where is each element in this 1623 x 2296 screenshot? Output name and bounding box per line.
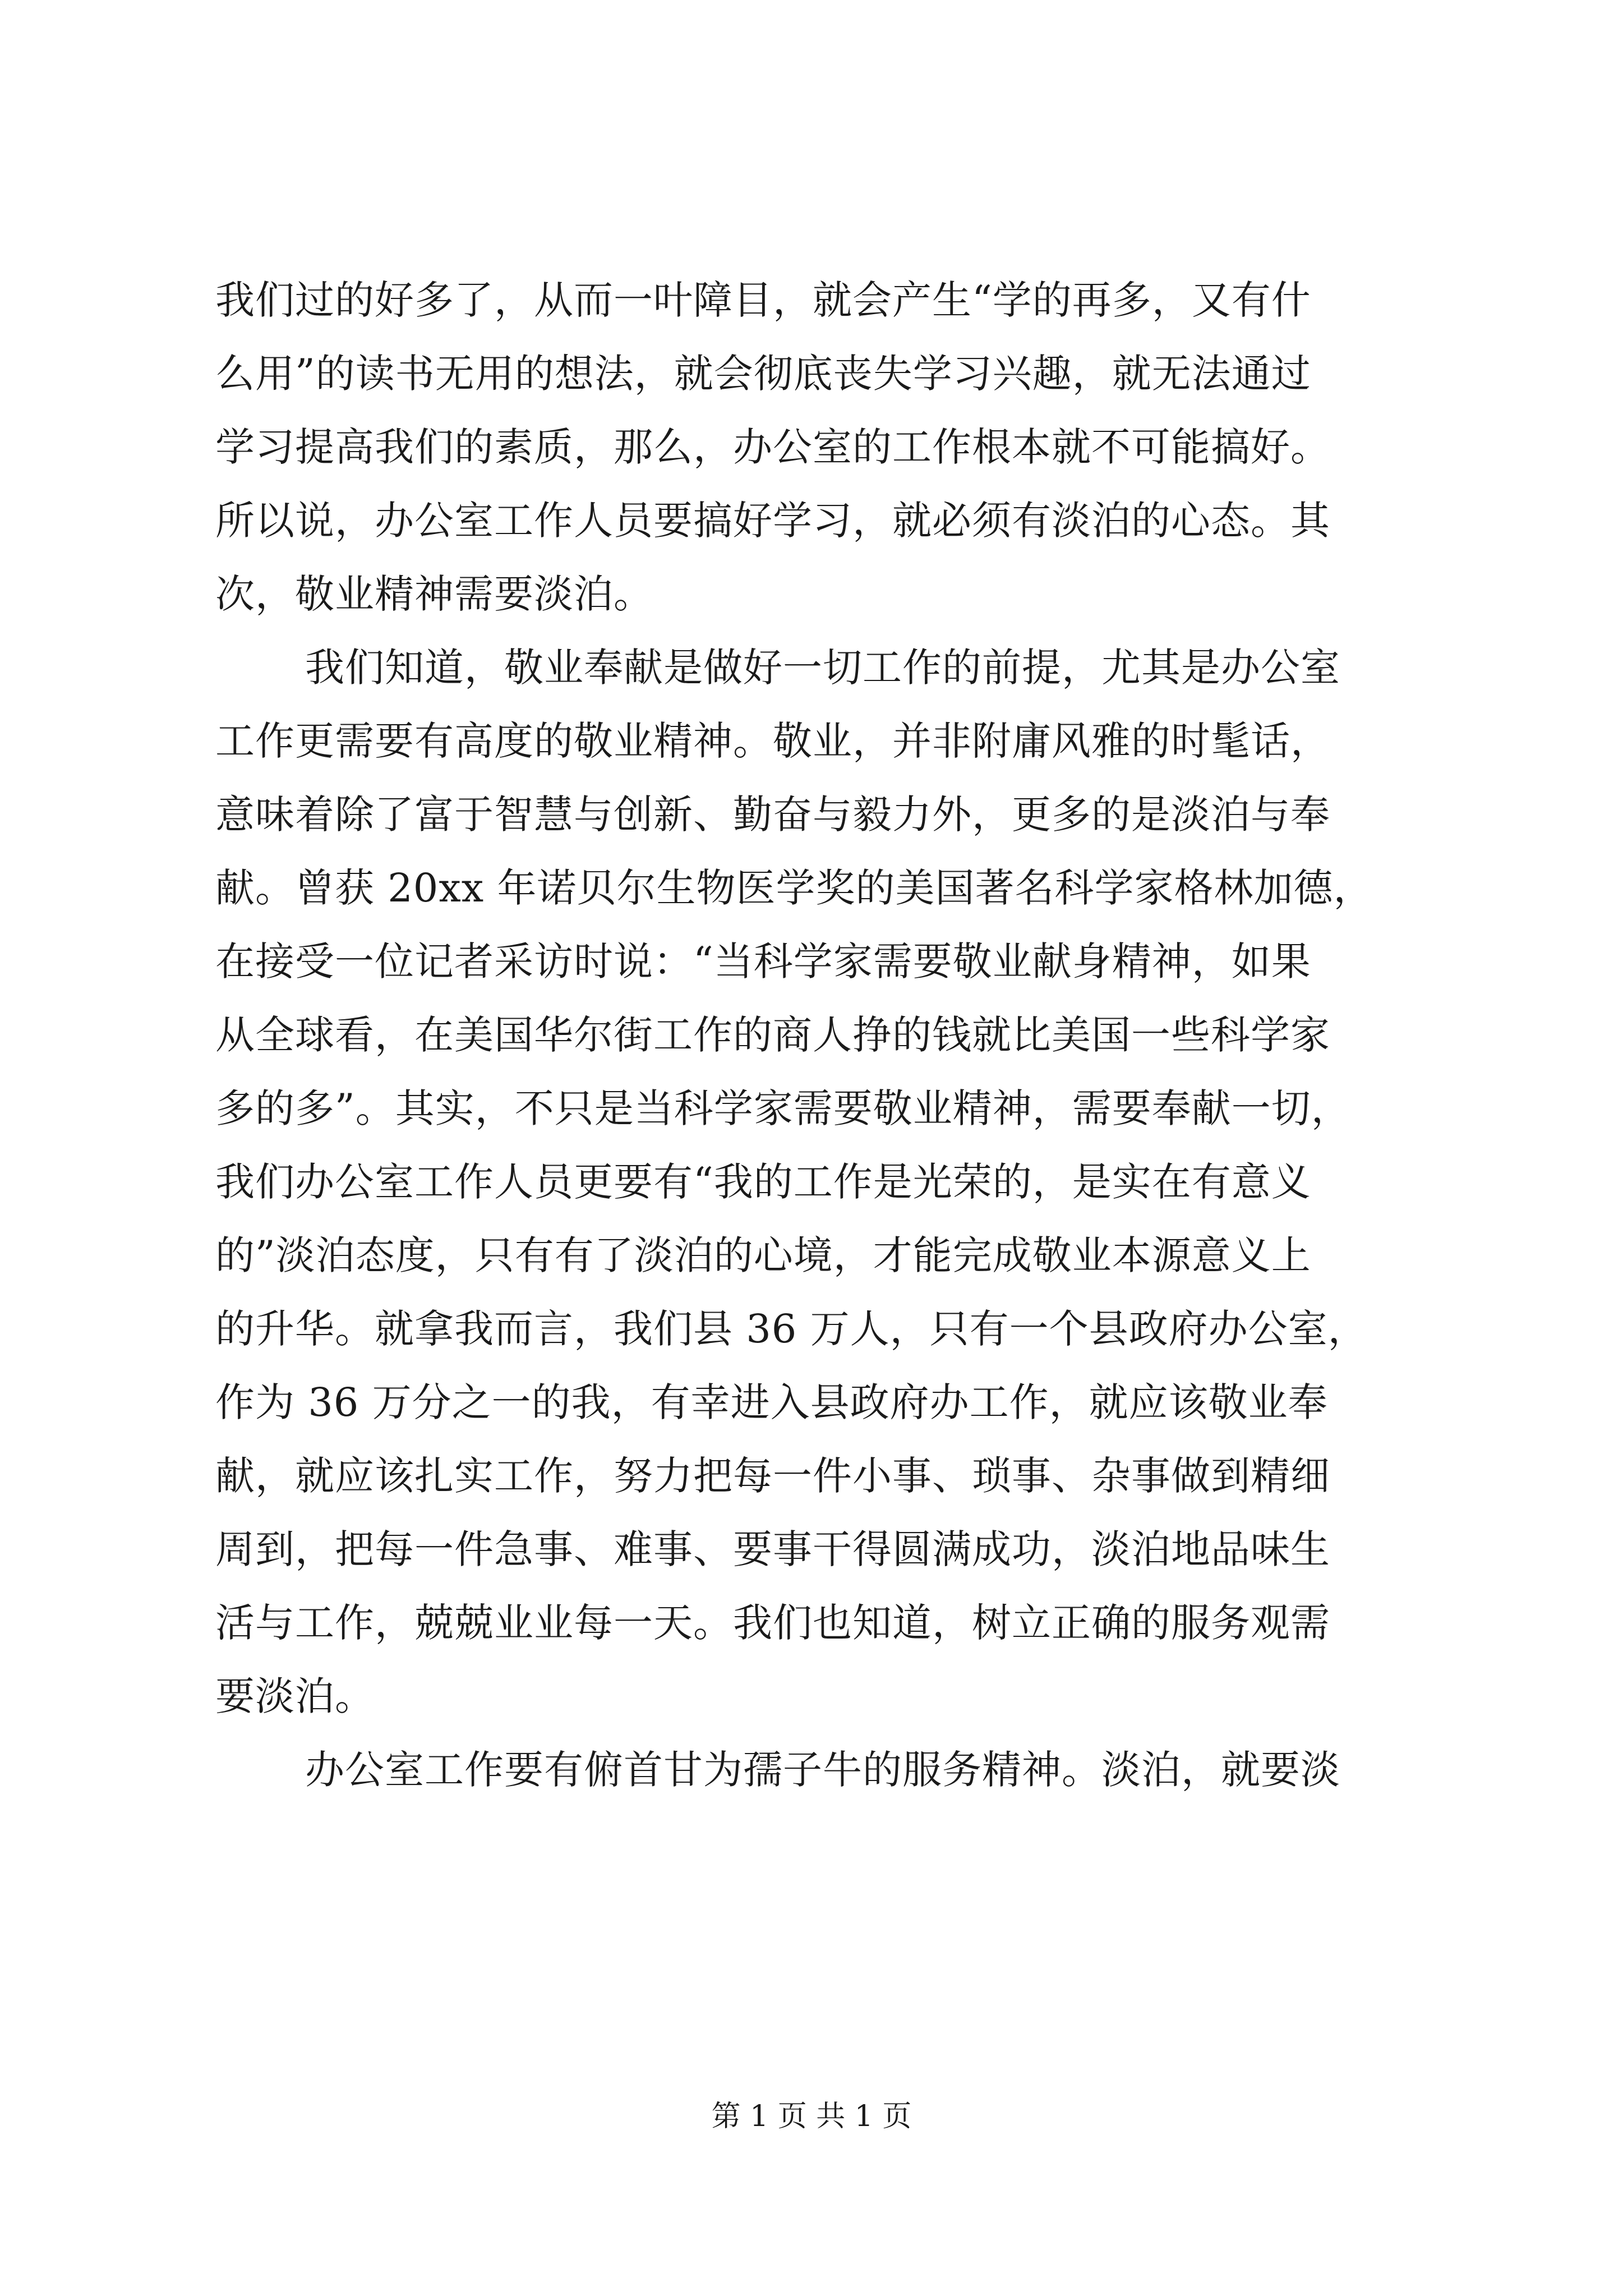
text-line: 我们办公室工作人员更要有“我的工作是光荣的，是实在有意义 (215, 1159, 1311, 1205)
text-line: 学习提高我们的素质，那么，办公室的工作根本就不可能搞好。 (215, 424, 1330, 470)
text-line: 献，就应该扎实工作，努力把每一件小事、琐事、杂事做到精细 (215, 1453, 1330, 1499)
text-line: 多的多”。其实，不只是当科学家需要敬业精神，需要奉献一切， (215, 1085, 1351, 1131)
text-line: 周到，把每一件急事、难事、要事干得圆满成功，淡泊地品味生 (215, 1526, 1330, 1572)
document-body (215, 264, 1410, 1807)
text-line: 的”淡泊态度，只有有了淡泊的心境，才能完成敬业本源意义上 (215, 1232, 1311, 1278)
text-line: 活与工作，兢兢业业每一天。我们也知道，树立正确的服务观需 (215, 1600, 1330, 1646)
text-line: 我们过的好多了，从而一叶障目，就会产生“学的再多，又有什 (215, 277, 1311, 323)
text-line: 要淡泊。 (215, 1673, 375, 1719)
text-line: 从全球看，在美国华尔街工作的商人挣的钱就比美国一些科学家 (215, 1012, 1330, 1058)
text-line: 在接受一位记者采访时说：“当科学家需要敬业献身精神，如果 (215, 938, 1311, 984)
text-line: 次，敬业精神需要淡泊。 (215, 571, 653, 617)
page-footer: 第 1 页 共 1 页 (711, 2100, 912, 2133)
text-line: 所以说，办公室工作人员要搞好学习，就必须有淡泊的心态。其 (215, 498, 1330, 544)
text-line: 么用”的读书无用的想法，就会彻底丧失学习兴趣，就无法通过 (215, 351, 1311, 397)
text-line: 的升华。就拿我而言，我们县 36 万人，只有一个县政府办公室， (215, 1306, 1368, 1352)
text-line: 工作更需要有高度的敬业精神。敬业，并非附庸风雅的时髦话， (215, 718, 1330, 764)
paragraph-first-line: 我们知道，敬业奉献是做好一切工作的前提，尤其是办公室 (305, 645, 1340, 691)
text-line: 意味着除了富于智慧与创新、勤奋与毅力外，更多的是淡泊与奉 (215, 792, 1330, 838)
text-line: 献。曾获 20xx 年诺贝尔生物医学奖的美国著名科学家格林加德， (215, 865, 1373, 911)
paragraph-first-line: 办公室工作要有俯首甘为孺子牛的服务精神。淡泊，就要淡 (305, 1747, 1340, 1793)
text-line: 作为 36 万分之一的我，有幸进入县政府办工作，就应该敬业奉 (215, 1379, 1328, 1425)
